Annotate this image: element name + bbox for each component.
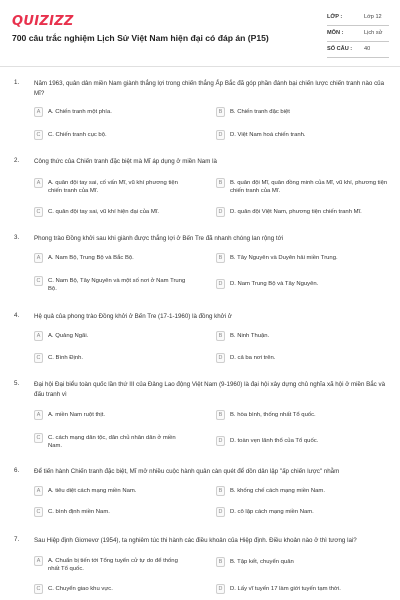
subject-label: MÔN : — [327, 30, 344, 36]
worksheet-header — [0, 0, 400, 66]
question-text: Để tiến hành Chiến tranh đặc biệt, Mĩ mở nhiều cuộc hành quân càn quét để dồn dân lập "ấp chiến lược" nhằm — [34, 468, 340, 475]
question-count-value: 40 — [364, 46, 371, 52]
question-text: Công thức của Chiến tranh đặc biệt mà Mĩ áp dụng ở miền Nam là — [34, 158, 217, 165]
option-letter-box: D — [216, 353, 225, 363]
option-letter-box: C — [34, 353, 43, 363]
option-text: D. cả ba nơi trên. — [230, 355, 276, 361]
option-letter-box: D — [216, 279, 225, 289]
question-text: Đại hội Đại biểu toàn quốc lần thứ III của Đảng Lao động Việt Nam (9-1960) là đại hội xây dựng chủ nghĩa xã hội ở miền Bắc và đấu tranh vì — [34, 381, 386, 398]
option-letter-box: D — [216, 207, 225, 217]
option-letter-box: C — [34, 207, 43, 217]
option-text: A. Chuẩn bị tiến tới Tổng tuyển cử tự do để thống nhất Tổ quốc. — [48, 558, 178, 572]
question-number: 7. — [14, 536, 20, 543]
option-text: C. bình định miền Nam. — [48, 509, 110, 515]
option-text: C. cách mạng dân tộc, dân chủ nhân dân ở miền Nam. — [48, 435, 176, 449]
option-letter-box: C — [34, 276, 43, 286]
option-text: C. Chuyển giao khu vực. — [48, 586, 113, 592]
option-text: A. Nam Bộ, Trung Bộ và Bắc Bộ. — [48, 255, 134, 261]
subject-value: Lịch sử — [364, 30, 383, 36]
option-text: C. Nam Bộ, Tây Nguyên và một số nơi ở Nam Trung Bộ. — [48, 278, 186, 292]
question-text: Phong trào Đồng khởi sau khi giành được thắng lợi ở Bến Tre đã nhanh chóng lan rộng tới — [34, 235, 284, 242]
option-text: A. miền Nam ruột thịt. — [48, 412, 105, 418]
option-text: D. cô lập cách mạng miền Nam. — [230, 509, 314, 515]
option-letter-box: B — [216, 178, 225, 188]
option-text: D. Lấy vĩ tuyến 17 làm giới tuyến tạm thời. — [230, 586, 341, 592]
option-text: D. toàn vẹn lãnh thổ của Tổ quốc. — [230, 438, 319, 444]
option-text: C. quân đội tay sai, vũ khí hiện đại của Mĩ. — [48, 209, 160, 215]
option-letter-box: C — [34, 507, 43, 517]
question-number: 5. — [14, 380, 20, 387]
option-letter-box: C — [34, 130, 43, 140]
question-number: 3. — [14, 234, 20, 241]
option-letter-box: B — [216, 253, 225, 263]
option-text: A. Chiến tranh một phía. — [48, 109, 112, 115]
option-text: C. Bình Định. — [48, 355, 84, 361]
option-text: C. Chiến tranh cục bộ. — [48, 132, 107, 138]
option-letter-box: D — [216, 507, 225, 517]
option-text: D. Nam Trung Bộ và Tây Nguyên. — [230, 281, 319, 287]
question-text: Năm 1963, quân dân miền Nam giành thắng lợi trong chiến thắng Ấp Bắc đã góp phần đánh bại chiến lược chiến tranh nào của Mĩ? — [34, 80, 385, 97]
option-letter-box: D — [216, 130, 225, 140]
option-letter-box: B — [216, 557, 225, 567]
option-letter-box: B — [216, 410, 225, 420]
option-letter-box: A — [34, 331, 43, 341]
option-letter-box: A — [34, 107, 43, 117]
option-letter-box: B — [216, 486, 225, 496]
header-divider — [0, 66, 400, 67]
option-text: B. quân đội Mĩ, quân đồng minh của Mĩ, vũ khí, phương tiện chiến tranh của Mĩ. — [230, 180, 388, 194]
option-text: B. Chiến tranh đặc biệt — [230, 109, 290, 115]
option-letter-box: D — [216, 436, 225, 446]
option-letter-box: B — [216, 331, 225, 341]
option-text: A. tiêu diệt cách mạng miền Nam. — [48, 488, 137, 494]
option-letter-box: A — [34, 410, 43, 420]
option-text: B. hòa bình, thống nhất Tổ quốc. — [230, 412, 316, 418]
class-value: Lớp 12 — [364, 14, 382, 20]
option-text: D. quân đội Việt Nam, phương tiện chiến tranh Mĩ. — [230, 209, 362, 215]
question-text: Hệ quả của phong trào Đồng khởi ở Bến Tre (17-1-1960) là đồng khởi ở — [34, 313, 232, 320]
question-number: 4. — [14, 312, 20, 319]
option-letter-box: A — [34, 556, 43, 566]
question-text: Sau Hiệp định Giơnevơ (1954), ta nghiêm túc thi hành các điều khoản của Hiệp định. Điều khoản nào ở thì tương lai? — [34, 537, 357, 544]
info-divider — [327, 57, 389, 58]
option-letter-box: A — [34, 486, 43, 496]
option-letter-box: C — [34, 584, 43, 594]
option-letter-box: A — [34, 253, 43, 263]
option-letter-box: C — [34, 433, 43, 443]
option-text: B. Ninh Thuận. — [230, 333, 270, 339]
option-letter-box: A — [34, 178, 43, 188]
question-number: 1. — [14, 79, 20, 86]
option-text: B. Tập kết, chuyển quân — [230, 559, 294, 565]
option-text: A. Quảng Ngãi. — [48, 333, 89, 339]
info-divider — [327, 41, 389, 42]
question-number: 2. — [14, 157, 20, 164]
question-number: 6. — [14, 467, 20, 474]
option-text: A. quân đội tay sai, cố vấn Mĩ, vũ khí phương tiện chiến tranh của Mĩ. — [48, 180, 178, 194]
info-divider — [327, 25, 389, 26]
option-text: B. Tây Nguyên và Duyên hải miền Trung. — [230, 255, 338, 261]
option-letter-box: B — [216, 107, 225, 117]
option-text: D. Việt Nam hoá chiến tranh. — [230, 132, 306, 138]
quizizz-logo[interactable]: QUIZIZZ — [12, 14, 74, 29]
question-count-label: SỐ CÂU : — [327, 46, 353, 52]
worksheet-title: 700 câu trắc nghiệm Lịch Sử Việt Nam hiện đại có đáp án (P15) — [12, 33, 269, 43]
option-text: B. khống chế cách mạng miền Nam. — [230, 488, 325, 494]
option-letter-box: D — [216, 584, 225, 594]
class-label: LỚP : — [327, 14, 343, 20]
